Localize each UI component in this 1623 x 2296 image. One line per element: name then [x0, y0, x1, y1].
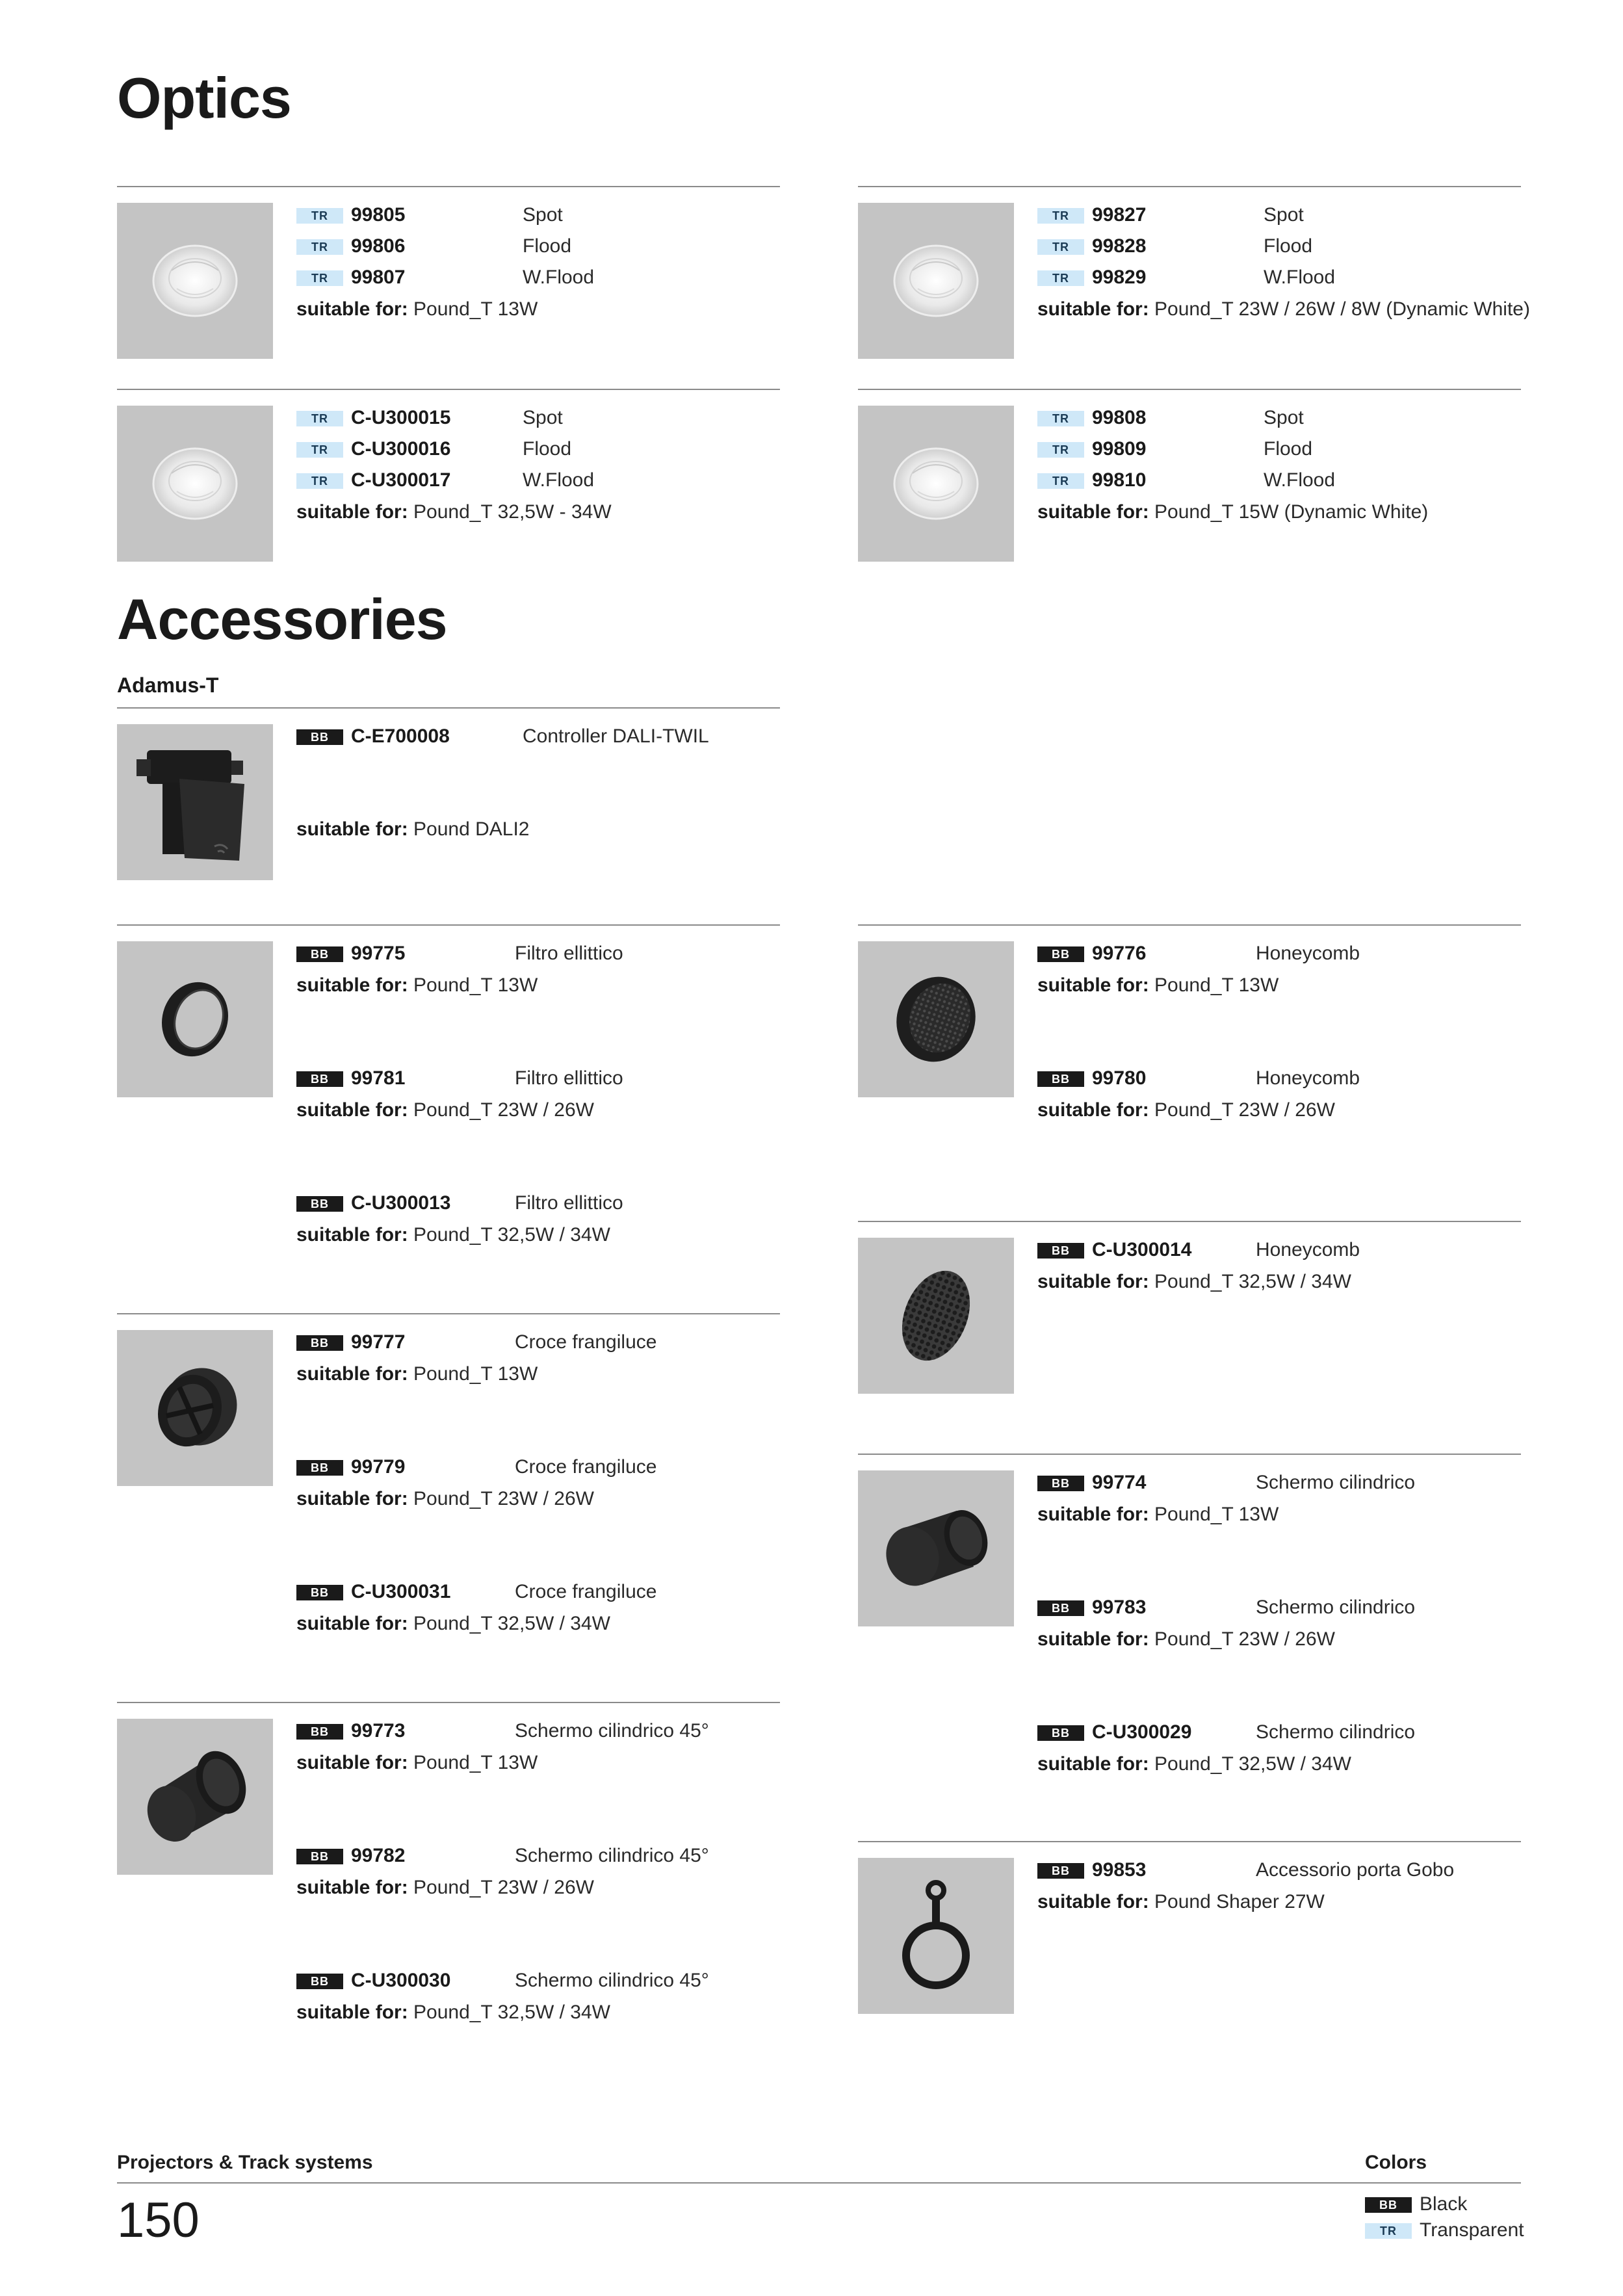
suitable-value: Pound_T 13W — [1154, 974, 1279, 996]
suitable-for — [1037, 1886, 1531, 1918]
colors-legend-title: Colors — [1365, 2152, 1427, 2173]
suitable-label: suitable for: — [296, 1752, 408, 1773]
legend-label: Transparent — [1420, 2219, 1524, 2241]
optic-block — [117, 186, 780, 361]
optic-item — [296, 200, 790, 231]
accessory-item — [296, 1188, 790, 1220]
accessory-item — [1037, 1717, 1531, 1749]
suitable-for — [1037, 1499, 1531, 1530]
item-desc: W.Flood — [1264, 267, 1336, 288]
item-code: 99809 — [1092, 438, 1147, 460]
suitable-label: suitable for: — [1037, 1628, 1149, 1650]
optic-item — [296, 434, 790, 465]
item-desc: Schermo cilindrico 45° — [515, 1720, 709, 1742]
item-desc: Flood — [523, 438, 572, 460]
footer-section-name: Projectors & Track systems — [117, 2152, 373, 2173]
suitable-label: suitable for: — [296, 974, 408, 996]
optic-item — [296, 403, 790, 434]
suitable-value: Pound_T 23W / 26W — [413, 1877, 594, 1898]
accessory-item — [1037, 939, 1531, 970]
suitable-value: Pound_T 32,5W / 34W — [413, 2002, 610, 2023]
item-desc: Schermo cilindrico — [1256, 1597, 1416, 1618]
schermo-block — [858, 1454, 1521, 1841]
item-code: 99776 — [1092, 943, 1147, 964]
suitable-for — [296, 1747, 790, 1779]
optic-block — [117, 389, 780, 564]
suitable-for — [296, 1359, 790, 1390]
gobo-holder-image — [858, 1858, 1014, 2014]
item-desc: Croce frangiluce — [515, 1456, 657, 1478]
accessory-item — [296, 1966, 790, 1997]
accessory-item — [1037, 1855, 1531, 1886]
item-desc: Flood — [1264, 438, 1313, 460]
badge-tr: TR — [296, 208, 343, 224]
suitable-value: Pound_T 32,5W / 34W — [1154, 1271, 1351, 1292]
suitable-for — [296, 1997, 790, 2028]
badge-tr: TR — [296, 270, 343, 286]
badge-bb: BB — [1037, 1600, 1084, 1616]
suitable-value: Pound_T 23W / 26W — [413, 1099, 594, 1121]
suitable-for — [1037, 294, 1531, 325]
item-desc: Honeycomb — [1256, 1239, 1360, 1260]
suitable-value: Pound_T 13W — [413, 298, 538, 320]
item-code: 99828 — [1092, 235, 1147, 257]
accessory-item — [296, 1327, 790, 1359]
suitable-for — [296, 814, 790, 845]
suitable-value: Pound_T 13W — [1154, 1504, 1279, 1525]
suitable-label: suitable for: — [1037, 1891, 1149, 1912]
badge-bb: BB — [296, 946, 343, 962]
badge-bb: BB — [296, 1585, 343, 1600]
item-code: 99805 — [351, 204, 406, 226]
item-code: 99780 — [1092, 1067, 1147, 1089]
optic-item — [296, 231, 790, 263]
controller-image — [117, 724, 273, 880]
optic-lens-image — [858, 406, 1014, 562]
badge-tr: TR — [296, 473, 343, 489]
item-desc: Flood — [1264, 235, 1313, 257]
item-code: 99829 — [1092, 267, 1147, 288]
badge-bb: BB — [1037, 946, 1084, 962]
legend-item-transparent — [1365, 2218, 1534, 2244]
item-code: 99773 — [351, 1720, 406, 1742]
optics-title: Optics — [117, 66, 291, 130]
suitable-value: Pound_T 32,5W / 34W — [1154, 1753, 1351, 1775]
suitable-label: suitable for: — [296, 818, 408, 840]
suitable-label: suitable for: — [1037, 1504, 1149, 1525]
item-code: 99783 — [1092, 1597, 1147, 1618]
badge-bb: BB — [296, 1196, 343, 1212]
item-desc: Filtro ellittico — [515, 1192, 623, 1214]
item-desc: Croce frangiluce — [515, 1331, 657, 1353]
badge-tr: TR — [296, 442, 343, 458]
item-code: C-U300014 — [1092, 1239, 1192, 1260]
suitable-label: suitable for: — [296, 298, 408, 320]
optic-block — [858, 389, 1521, 564]
accessory-item — [1037, 1063, 1531, 1095]
optic-item — [1037, 465, 1531, 497]
accessories-title: Accessories — [117, 587, 447, 651]
controller-item — [296, 722, 790, 753]
badge-tr: TR — [296, 239, 343, 255]
schermo-cilindrico-45-image — [117, 1719, 273, 1875]
item-desc: Filtro ellittico — [515, 1067, 623, 1089]
item-code: 99806 — [351, 235, 406, 257]
item-code: C-U300013 — [351, 1192, 451, 1214]
item-desc: Honeycomb — [1256, 943, 1360, 964]
item-code: 99810 — [1092, 469, 1147, 491]
item-code: 99853 — [1092, 1859, 1147, 1881]
schermo45-block — [117, 1702, 780, 2089]
suitable-for — [296, 1483, 790, 1515]
item-code: C-U300016 — [351, 438, 451, 460]
item-code: C-U300029 — [1092, 1721, 1192, 1743]
optic-item — [296, 263, 790, 294]
croce-block — [117, 1313, 780, 1701]
suitable-for — [296, 1608, 790, 1639]
suitable-label: suitable for: — [296, 2002, 408, 2023]
suitable-label: suitable for: — [1037, 1753, 1149, 1775]
item-desc: W.Flood — [523, 469, 595, 491]
honeycomb-block — [858, 924, 1521, 1210]
badge-bb: BB — [1037, 1476, 1084, 1491]
accessory-item — [296, 939, 790, 970]
item-code: C-U300031 — [351, 1581, 451, 1602]
suitable-value: Pound_T 32,5W - 34W — [413, 501, 612, 523]
item-code: 99777 — [351, 1331, 406, 1353]
item-code: C-E700008 — [351, 725, 450, 747]
item-desc: Controller DALI-TWIL — [523, 725, 709, 747]
suitable-for — [1037, 1266, 1531, 1298]
suitable-for — [1037, 497, 1531, 528]
accessory-item — [1037, 1593, 1531, 1624]
suitable-label: suitable for: — [1037, 298, 1149, 320]
suitable-value: Pound_T 23W / 26W — [1154, 1628, 1335, 1650]
suitable-for — [296, 1095, 790, 1126]
suitable-value: Pound_T 15W (Dynamic White) — [1154, 501, 1429, 523]
accessory-item — [296, 1841, 790, 1872]
badge-bb: BB — [296, 729, 343, 745]
badge-bb: BB — [296, 1849, 343, 1864]
badge-tr: TR — [1037, 473, 1084, 489]
item-code: 99807 — [351, 267, 406, 288]
badge-bb: BB — [1037, 1725, 1084, 1741]
badge-bb: BB — [296, 1460, 343, 1476]
suitable-for — [296, 1220, 790, 1251]
suitable-label: suitable for: — [1037, 501, 1149, 523]
item-code: 99827 — [1092, 204, 1147, 226]
optic-lens-image — [858, 203, 1014, 359]
badge-tr: TR — [1037, 208, 1084, 224]
optic-item — [1037, 200, 1531, 231]
optic-item — [1037, 434, 1531, 465]
item-code: 99808 — [1092, 407, 1147, 428]
suitable-for — [296, 294, 790, 325]
item-code: 99779 — [351, 1456, 406, 1478]
badge-tr: TR — [1037, 239, 1084, 255]
item-desc: W.Flood — [1264, 469, 1336, 491]
item-desc: W.Flood — [523, 267, 595, 288]
suitable-label: suitable for: — [296, 1613, 408, 1634]
croce-frangiluce-image — [117, 1330, 273, 1486]
honeycomb-large-block — [858, 1221, 1521, 1416]
suitable-value: Pound_T 13W — [413, 974, 538, 996]
suitable-for — [1037, 1624, 1531, 1655]
item-code: 99774 — [1092, 1472, 1147, 1493]
suitable-label: suitable for: — [296, 1224, 408, 1246]
suitable-value: Pound DALI2 — [413, 818, 530, 840]
badge-bb: BB — [296, 1974, 343, 1989]
suitable-value: Pound_T 23W / 26W — [1154, 1099, 1335, 1121]
badge-bb: BB — [1037, 1243, 1084, 1259]
suitable-label: suitable for: — [296, 1099, 408, 1121]
suitable-for — [296, 497, 790, 528]
gobo-block — [858, 1841, 1521, 2036]
badge-bb: BB — [1365, 2197, 1412, 2213]
item-code: 99782 — [351, 1845, 406, 1866]
suitable-label: suitable for: — [1037, 974, 1149, 996]
legend-item-black — [1365, 2192, 1534, 2218]
suitable-for — [1037, 1095, 1531, 1126]
footer-divider — [117, 2182, 1521, 2184]
suitable-label: suitable for: — [296, 1363, 408, 1385]
filtro-block — [117, 924, 780, 1312]
optic-item — [296, 465, 790, 497]
item-desc: Spot — [523, 407, 563, 428]
item-desc: Accessorio porta Gobo — [1256, 1859, 1455, 1881]
badge-bb: BB — [1037, 1071, 1084, 1087]
honeycomb-large-image — [858, 1238, 1014, 1394]
badge-tr: TR — [296, 411, 343, 426]
optic-item — [1037, 263, 1531, 294]
page-number: 150 — [117, 2193, 200, 2248]
badge-bb: BB — [296, 1724, 343, 1740]
badge-tr: TR — [1037, 442, 1084, 458]
badge-bb: BB — [296, 1071, 343, 1087]
optic-lens-image — [117, 406, 273, 562]
suitable-value: Pound_T 13W — [413, 1752, 538, 1773]
suitable-label: suitable for: — [296, 1877, 408, 1898]
accessory-item — [296, 1577, 790, 1608]
item-desc: Spot — [1264, 204, 1304, 226]
suitable-value: Pound_T 23W / 26W — [413, 1488, 594, 1509]
item-code: C-U300017 — [351, 469, 451, 491]
honeycomb-image — [858, 941, 1014, 1097]
item-desc: Schermo cilindrico — [1256, 1721, 1416, 1743]
optic-item — [1037, 403, 1531, 434]
schermo-cilindrico-image — [858, 1470, 1014, 1626]
badge-tr: TR — [1037, 411, 1084, 426]
item-desc: Schermo cilindrico 45° — [515, 1845, 709, 1866]
accessory-item — [1037, 1235, 1531, 1266]
controller-block — [117, 707, 780, 889]
optic-block — [858, 186, 1530, 361]
badge-bb: BB — [296, 1335, 343, 1351]
suitable-value: Pound_T 32,5W / 34W — [413, 1613, 610, 1634]
badge-tr: TR — [1365, 2223, 1412, 2239]
accessory-item — [296, 1716, 790, 1747]
item-desc: Spot — [523, 204, 563, 226]
badge-bb: BB — [1037, 1863, 1084, 1879]
item-code: C-U300015 — [351, 407, 451, 428]
suitable-label: suitable for: — [1037, 1099, 1149, 1121]
suitable-for — [296, 970, 790, 1001]
accessory-item — [296, 1063, 790, 1095]
suitable-for — [1037, 970, 1531, 1001]
suitable-value: Pound_T 32,5W / 34W — [413, 1224, 610, 1246]
suitable-value: Pound_T 13W — [413, 1363, 538, 1385]
item-code: 99775 — [351, 943, 406, 964]
accessory-item — [1037, 1468, 1531, 1499]
accessories-subtitle: Adamus-T — [117, 673, 219, 697]
suitable-label: suitable for: — [296, 501, 408, 523]
item-desc: Spot — [1264, 407, 1304, 428]
badge-tr: TR — [1037, 270, 1084, 286]
legend-label: Black — [1420, 2193, 1468, 2215]
filtro-ellittico-image — [117, 941, 273, 1097]
suitable-value: Pound_T 23W / 26W / 8W (Dynamic White) — [1154, 298, 1530, 320]
item-code: C-U300030 — [351, 1970, 451, 1991]
accessory-item — [296, 1452, 790, 1483]
item-desc: Schermo cilindrico 45° — [515, 1970, 709, 1991]
item-desc: Schermo cilindrico — [1256, 1472, 1416, 1493]
optic-item — [1037, 231, 1531, 263]
suitable-for — [296, 1872, 790, 1903]
item-desc: Filtro ellittico — [515, 943, 623, 964]
item-desc: Honeycomb — [1256, 1067, 1360, 1089]
optic-lens-image — [117, 203, 273, 359]
suitable-for — [1037, 1749, 1531, 1780]
suitable-label: suitable for: — [296, 1488, 408, 1509]
suitable-label: suitable for: — [1037, 1271, 1149, 1292]
item-desc: Croce frangiluce — [515, 1581, 657, 1602]
item-code: 99781 — [351, 1067, 406, 1089]
item-desc: Flood — [523, 235, 572, 257]
suitable-value: Pound Shaper 27W — [1154, 1891, 1325, 1912]
